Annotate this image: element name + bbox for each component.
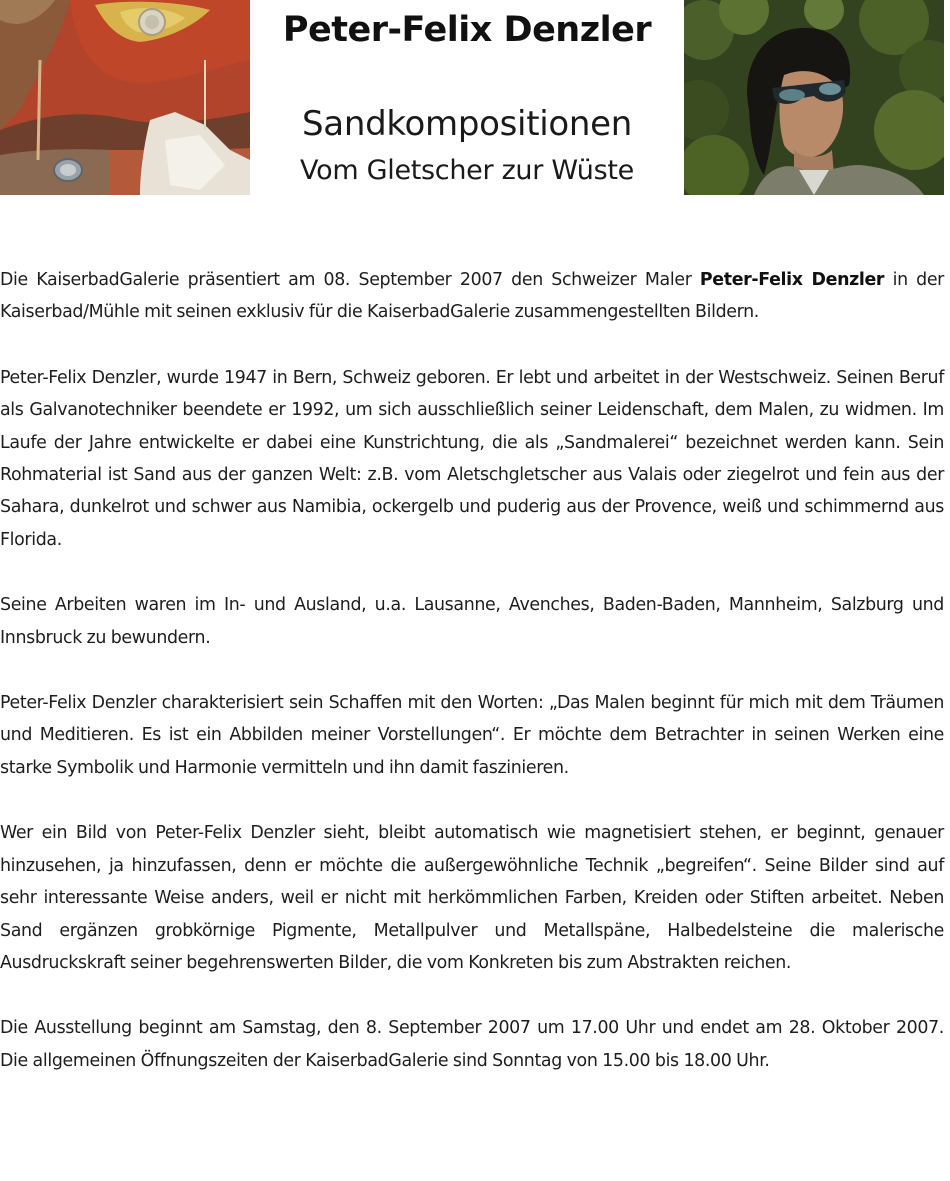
article-body <box>0 264 944 1110</box>
intro-paragraph <box>0 264 944 329</box>
intro-text-end: in der Kaiserbad/Mühle mit seinen exklusiv für die KaiserbadGalerie zusammengestellten Bildern. <box>0 270 944 323</box>
technique-paragraph: Wer ein Bild von Peter-Felix Denzler sieht, bleibt automatisch wie magnetisiert stehen, er beginnt, genauer hinzusehen, ja hinzufassen, denn er möchte die außergewöhnliche Technik „begreifen“. Seine Bilder sind auf sehr interessante Weise anders, weil er nicht mit herkömmlichen Farben, Kreiden oder Stiften arbeitet. Neben Sand ergänzen grobkörnige Pigmente, Metallpulver und Metallspäne, Halbedelsteine die malerische Ausdruckskraft seiner begehrenswerten Bilder, die vom Konkreten bis zum Abstrakten reichen. <box>0 823 944 973</box>
opening-hours-paragraph: Die Ausstellung beginnt am Samstag, den 8. September 2007 um 17.00 Uhr und endet am 28. Oktober 2007. Die allgemeinen Öffnungszeiten der KaiserbadGalerie sind Sonntag von 15.00 bis 18.00 Uhr. <box>0 1018 944 1071</box>
artist-quote-paragraph: Peter-Felix Denzler charakterisiert sein Schaffen mit den Worten: „Das Malen beginnt für mich mit dem Träumen und Meditieren. Es ist ein Abbilden meiner Vorstellungen“. Er möchte dem Betrachter in seinen Werken eine starke Symbolik und Harmonie vermitteln und ihn damit faszinieren. <box>0 693 944 778</box>
intro-text-start: Die KaiserbadGalerie präsentiert am 08. September 2007 den Schweizer Maler <box>0 270 700 290</box>
biography-paragraph: Peter-Felix Denzler, wurde 1947 in Bern, Schweiz geboren. Er lebt und arbeitet in der Westschweiz. Seinen Beruf als Galvanotechniker beendete er 1992, um sich ausschließlich seiner Leidenschaft, dem Malen, zu widmen. Im Laufe der Jahre entwickelte er dabei eine Kunstrichtung, die als „Sandmalerei“ bezeichnet werden kann. Sein Rohmaterial ist Sand aus der ganzen Welt: z.B. vom Aletschgletscher aus Valais oder ziegelrot und fein aus der Sahara, dunkelrot und schwer aus Namibia, ockergelb und puderig aus der Provence, weiß und schimmernd aus Florida. <box>0 367 944 550</box>
page-header <box>0 0 950 198</box>
artist-name-heading: Peter-Felix Denzler <box>282 10 652 50</box>
exhibition-subtitle: Vom Gletscher zur Wüste <box>300 155 634 186</box>
exhibition-title: Sandkompositionen <box>302 104 632 144</box>
artist-portrait-image <box>684 0 944 195</box>
artist-name-bold: Peter-Felix Denzler <box>699 270 885 290</box>
exhibitions-paragraph: Seine Arbeiten waren im In- und Ausland, u.a. Lausanne, Avenches, Baden-Baden, Mannheim, Salzburg und Innsbruck zu bewundern. <box>0 595 944 648</box>
sand-painting-image <box>0 0 250 195</box>
